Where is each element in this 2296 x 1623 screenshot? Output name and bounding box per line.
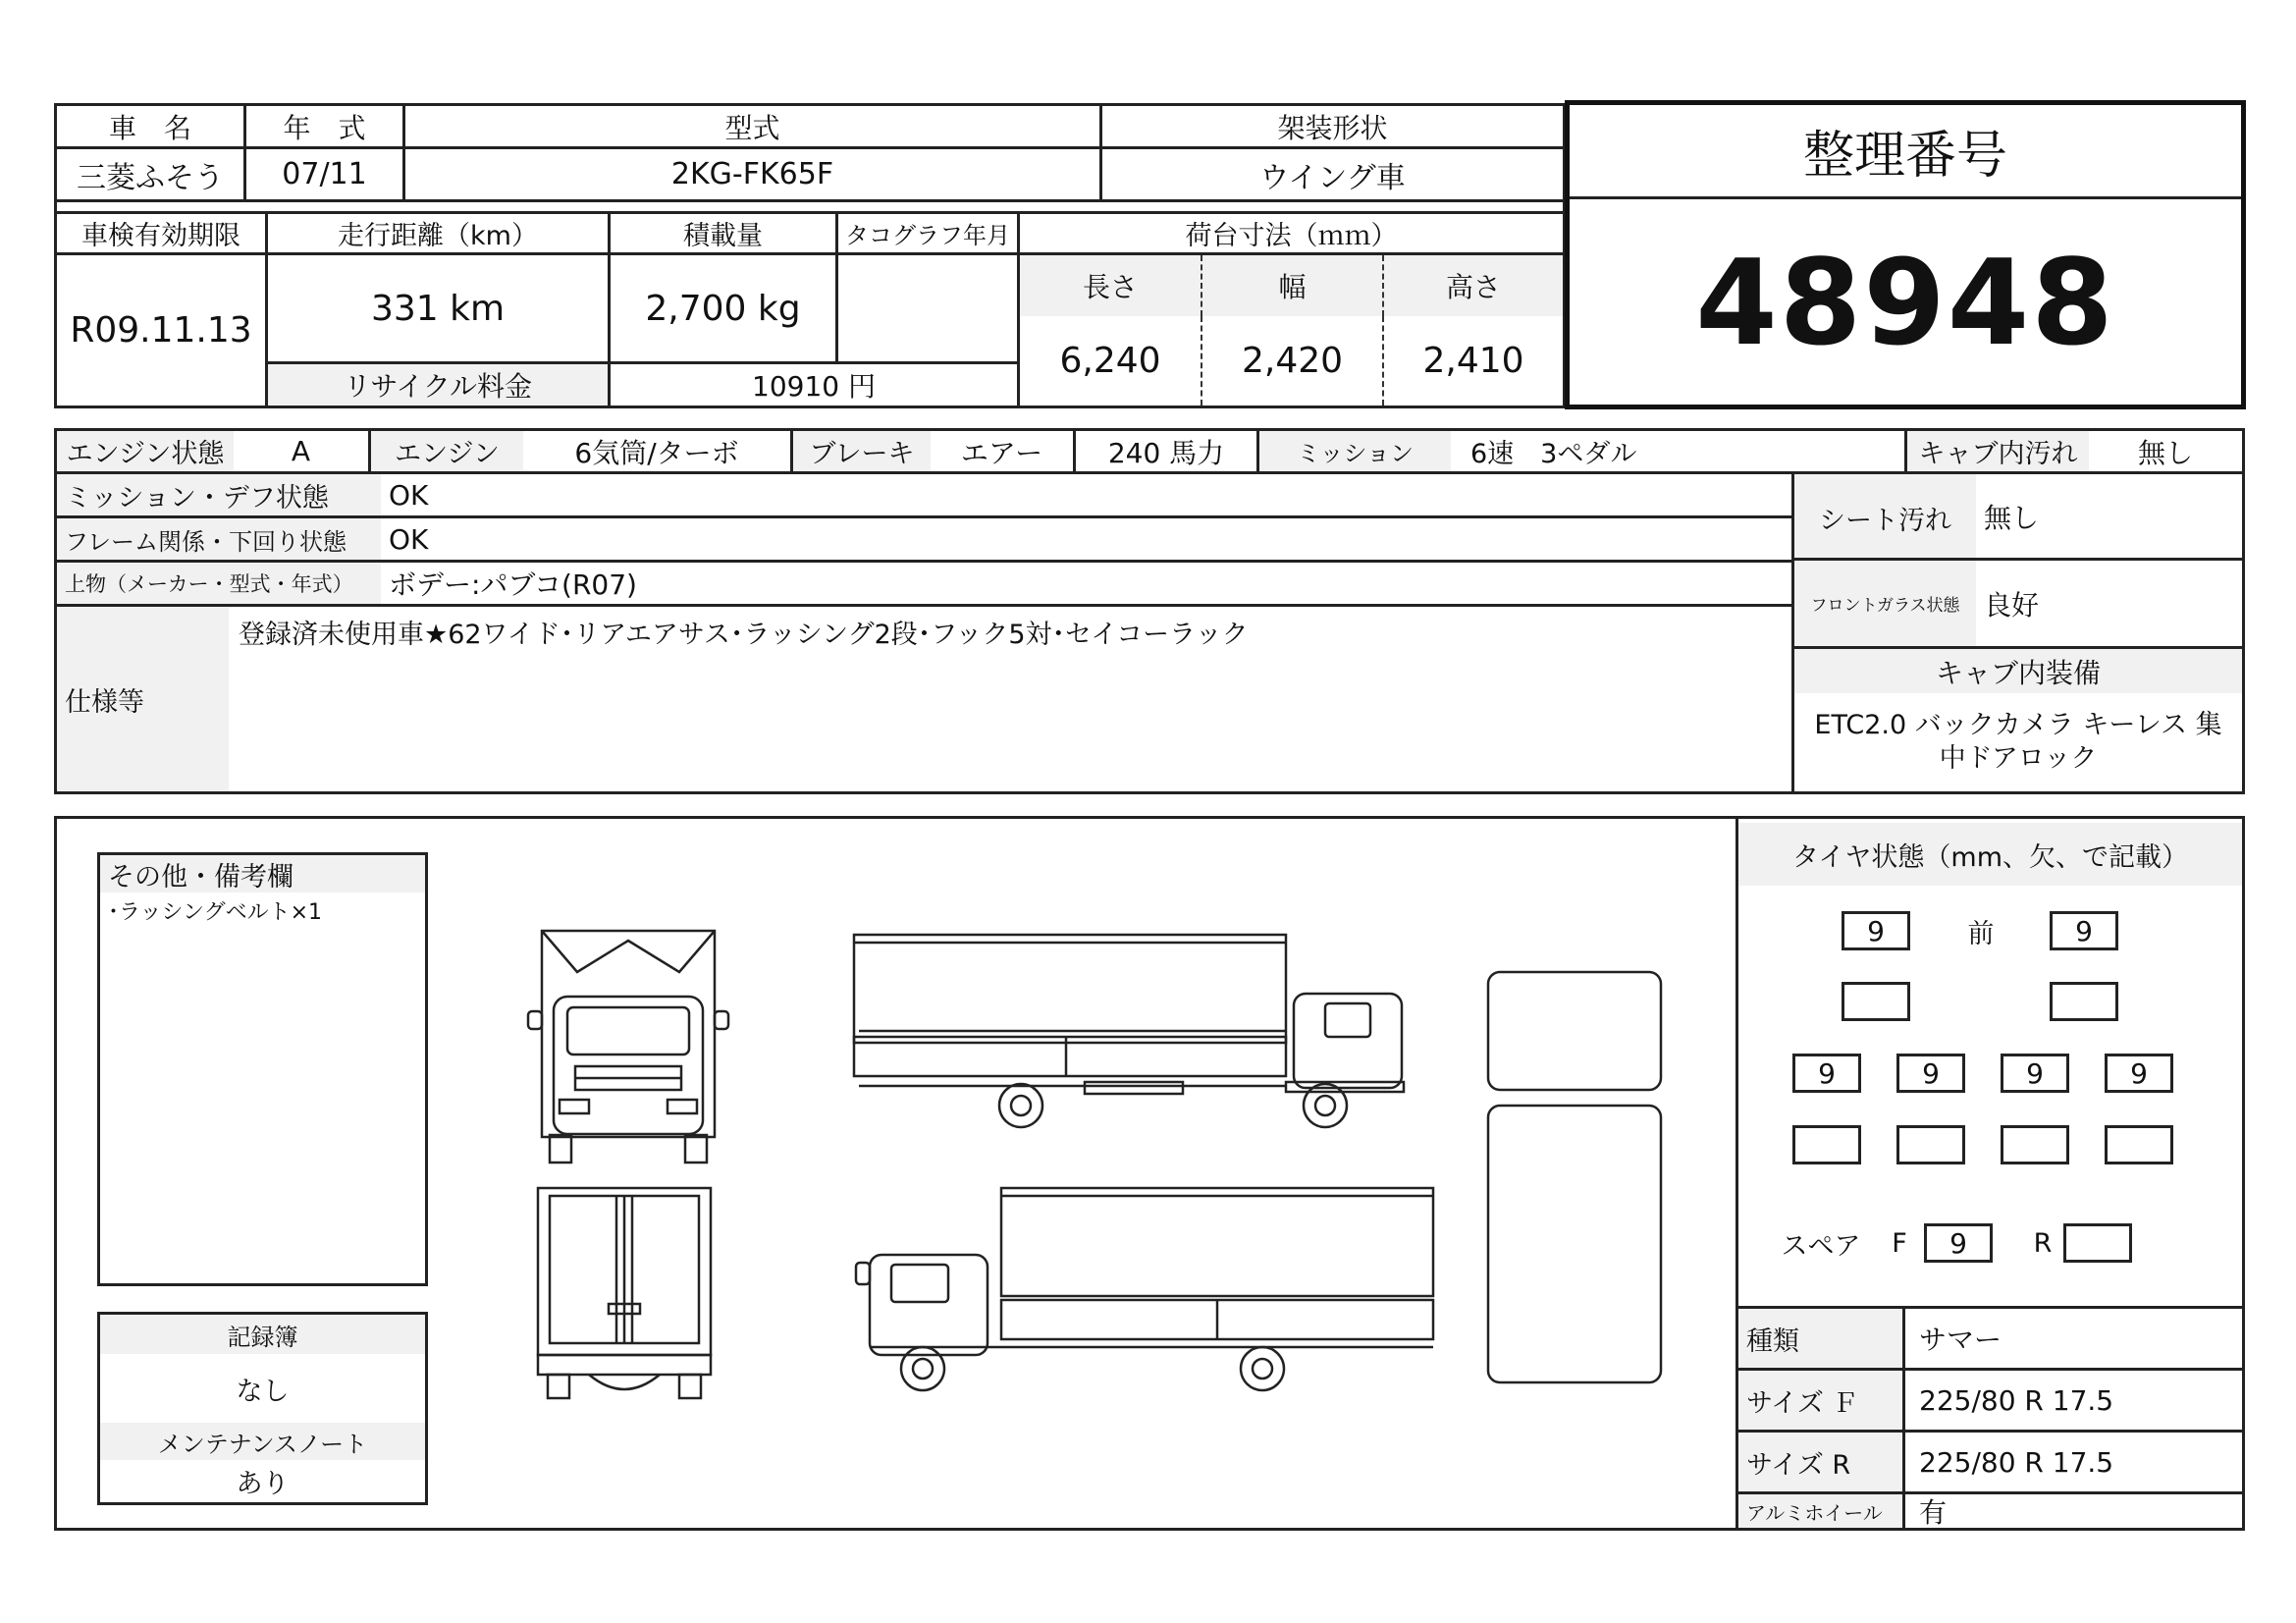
tire-type-label: 種類 (1738, 1309, 1905, 1371)
tire-rear-2-depth (1896, 1125, 1965, 1164)
front-glass-label: フロントガラス状態 (1794, 561, 1976, 649)
body-type-value: ウイング車 (1102, 149, 1563, 202)
cargo-width-value: 2,420 (1201, 316, 1382, 406)
tire-rear-2: 9 (1896, 1054, 1965, 1093)
car-name-label: 車 名 (57, 106, 246, 149)
spec-label: 仕様等 (57, 607, 229, 791)
seat-dirt-label: シート汚れ (1794, 474, 1976, 561)
recycle-value: 10910 円 (611, 364, 1020, 406)
inspection-label: 車検有効期限 (57, 214, 268, 255)
cab-equip-label: キャブ内装備 (1794, 649, 2242, 693)
mission-value: 6速 3ペダル (1451, 431, 1907, 471)
mission-label: ミッション (1259, 431, 1451, 471)
tire-front-left: 9 (1842, 911, 1910, 950)
horsepower-value: 240 馬力 (1076, 431, 1259, 471)
tire-front-left-depth (1842, 982, 1910, 1021)
seat-dirt-value: 無し (1976, 474, 2242, 561)
truck-front-view-icon (528, 931, 728, 1163)
tire-rear-4: 9 (2105, 1054, 2173, 1093)
tacho-label: タコグラフ年月 (838, 214, 1020, 255)
seat-row-line (1794, 474, 1976, 561)
engine-state-label: エンジン状態 (57, 431, 234, 471)
load-value: 2,700 kg (611, 255, 838, 364)
remarks-text: ･ラッシングベルト×1 (108, 900, 323, 925)
load-label: 積載量 (611, 214, 838, 255)
ref-number-value: 48948 (1695, 235, 2115, 372)
spare-label: スペア (1781, 1230, 1861, 1262)
recycle-label: リサイクル料金 (268, 364, 611, 406)
mission-diff-label: ミッション・デフ状態 (57, 474, 381, 518)
tire-rear-4-depth (2105, 1125, 2173, 1164)
header-gap (57, 202, 1563, 214)
engine-value: 6気筒/ターボ (523, 431, 793, 471)
tire-size-f-label: サイズ Ｆ (1738, 1371, 1905, 1433)
tire-front-right-depth (2050, 982, 2118, 1021)
tire-size-r-label: サイズ R (1738, 1433, 1905, 1494)
spare-f-label: F (1892, 1227, 1907, 1259)
tire-front-right: 9 (2050, 911, 2118, 950)
tacho-value (838, 255, 1020, 364)
brake-label: ブレーキ (793, 431, 931, 471)
model-value: 2KG-FK65F (405, 149, 1102, 202)
remarks-label: その他・備考欄 (100, 855, 425, 893)
truck-side-view-right-icon (854, 935, 1404, 1127)
truck-top-view-icon (1488, 972, 1661, 1382)
tire-rear-3: 9 (2001, 1054, 2069, 1093)
truck-side-view-left-icon (856, 1188, 1433, 1390)
mileage-label: 走行距離（km） (268, 214, 611, 255)
spec-value: 登録済未使用車★62ワイド･リアエアサス･ラッシング2段･フック5対･セイコーラック (229, 607, 1794, 791)
frame-label: フレーム関係・下回り状態 (57, 518, 381, 563)
year-label: 年 式 (246, 106, 405, 149)
cargo-width-label: 幅 (1201, 255, 1382, 316)
truck-diagram (510, 913, 1669, 1404)
tire-rear-3-depth (2001, 1125, 2069, 1164)
records-label: 記録簿 (100, 1315, 425, 1354)
tire-state-label: タイヤ状態（mm、欠、で記載） (1738, 823, 2242, 886)
spare-r-value (2063, 1223, 2132, 1263)
car-name-value: 三菱ふそう (57, 149, 246, 202)
tire-type-value: サマー (1905, 1309, 2242, 1371)
cab-dirt-value: 無し (2137, 436, 2193, 469)
tire-size-f-value: 225/80 R 17.5 (1905, 1371, 2242, 1433)
front-glass-value: 良好 (1976, 561, 2242, 649)
model-label: 型式 (405, 106, 1102, 149)
spare-f-value: 9 (1924, 1223, 1993, 1263)
cab-dirt-label: キャブ内汚れ (1907, 431, 2089, 471)
tire-front-label: 前 (1967, 918, 1995, 949)
cargo-length-value: 6,240 (1059, 341, 1161, 381)
tire-rear-1: 9 (1792, 1054, 1861, 1093)
truck-rear-view-icon (538, 1188, 711, 1398)
cargo-height-value: 2,410 (1382, 316, 1563, 406)
body-type-label: 架装形状 (1102, 106, 1563, 149)
frame-value: OK (381, 518, 1794, 563)
upper-value: ボデー:パブコ(R07) (381, 563, 1794, 607)
tire-rear-1-depth (1792, 1125, 1861, 1164)
alumi-wheel-value: 有 (1919, 1496, 1948, 1529)
mission-diff-value: OK (381, 474, 1794, 518)
mileage-value: 331 km (268, 255, 611, 364)
cab-equip-value: ETC2.0 バックカメラ キーレス 集中ドアロック (1814, 710, 2222, 774)
engine-label: エンジン (371, 431, 523, 471)
cargo-height-label: 高さ (1382, 255, 1563, 316)
cargo-length-label: 長さ (1020, 255, 1201, 316)
maintenance-note-label: メンテナンスノート (100, 1423, 425, 1460)
records-value: なし (236, 1376, 290, 1407)
inspection-value: R09.11.13 (57, 255, 268, 406)
spare-r-label: R (2033, 1227, 2053, 1259)
year-value: 07/11 (246, 149, 405, 202)
brake-value: エアー (931, 431, 1076, 471)
maintenance-note-value: あり (236, 1469, 290, 1499)
engine-state-value: A (234, 431, 371, 471)
tire-size-r-value: 225/80 R 17.5 (1905, 1433, 2242, 1494)
upper-label: 上物（メーカー・型式・年式） (57, 563, 381, 607)
alumi-wheel-label: アルミホイール (1738, 1494, 1905, 1528)
ref-number-label: 整理番号 (1570, 105, 2241, 199)
cargo-dim-label: 荷台寸法（ｍｍ） (1020, 214, 1563, 255)
